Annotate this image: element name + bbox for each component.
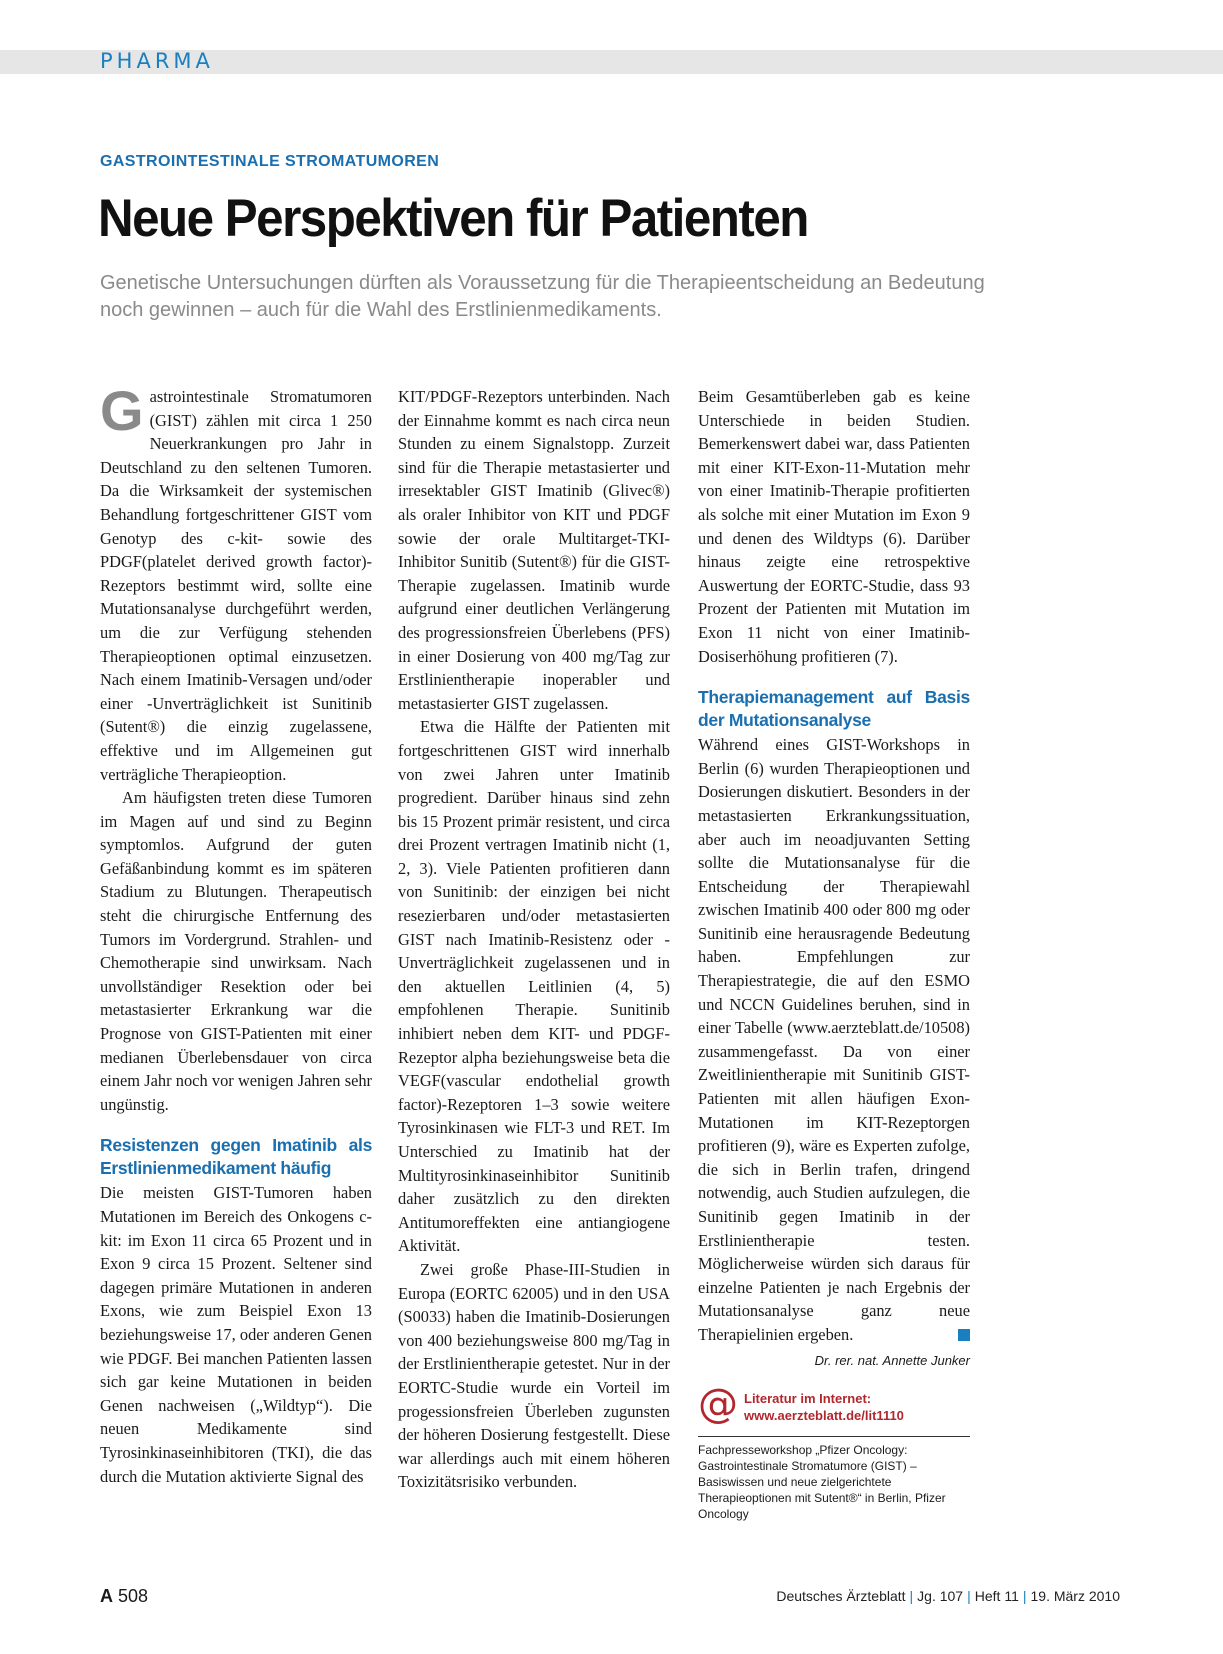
article-kicker: GASTROINTESTINALE STROMATUMOREN xyxy=(100,153,440,170)
column-1 xyxy=(100,379,372,1488)
paragraph xyxy=(698,733,970,1346)
journal-name: Deutsches Ärzteblatt xyxy=(776,1588,906,1604)
column-3 xyxy=(698,385,970,1522)
literature-text xyxy=(744,1390,904,1424)
section-label: PHARMA xyxy=(100,49,214,73)
journal-volume: Jg. 107 xyxy=(917,1588,964,1604)
end-square-icon xyxy=(958,1329,970,1341)
paragraph: Am häufigsten treten diese Tumoren im Magen auf und sind zu Beginn symptomlos. Aufgrund der guten Gefäßanbindung kommt es im späteren Stadium zu Blutungen. Therapeutisch steht die chirurgische Entfernung des Tumors im Vordergrund. Strahlen- und Chemotherapie sind unwirksam. Nach unvollständiger Resektion oder bei metastasierter Erkrankung war die Prognose von GIST-Patienten mit einer medianen Überlebensdauer von circa einem Jahr noch vor wenigen Jahren sehr ungünstig. xyxy=(100,788,372,1114)
at-sign-icon: @ xyxy=(698,1381,738,1428)
paragraph-text: Während eines GIST-Workshops in Berlin (6) wurden Therapieoptionen und Dosierungen diskutiert. Besonders in der metastasierten Erkrankungssituation, aber auch im neoadjuvanten Setting sollte die Mutationsanalyse für die Entscheidung der Therapiewahl zwischen Imatinib 400 oder 800 mg oder Sunitinib eine herausragende Bedeutung haben. Empfehlungen zur Therapiestrategie, die auf den ESMO und NCCN Guidelines beruhen, sind in einer Tabelle (www.aerzteblatt.de/10508) zusammengefasst. Da von einer Zweitlinientherapie mit Sunitinib GIST-Patienten mit allen häufigen Exon-Mutationen im KIT-Rezeptorgen profitieren (9), wäre es Experten zufolge, die sich in Berlin trafen, dringend notwendig, auch Studien aufzulegen, die Sunitinib gegen Imatinib in der Erstlinientherapie testen. Möglicherweise würden sich daraus für einzelne Patienten je nach Ergebnis der Mutationsanalyse ganz neue Therapielinien ergeben. xyxy=(698,735,970,1344)
page-prefix: A xyxy=(100,1586,113,1606)
journal-date: 19. März 2010 xyxy=(1030,1588,1120,1604)
separator: | xyxy=(1022,1588,1027,1604)
subheading: Resistenzen gegen Imatinib als Erstlinienmedikament häufig xyxy=(100,1135,372,1179)
paragraph: Beim Gesamtüberleben gab es keine Unterschiede in beiden Studien. Bemerkenswert dabei war, dass Patienten mit einer KIT-Exon-11-Mutation mehr von einer Imatinib-Therapie profitierten als solche mit einer Mutation im Exon 9 und denen des Wildtyps (6). Darüber hinaus zeigte eine retrospektive Auswertung der EORTC-Studie, dass 93 Prozent der Patienten mit Mutation im Exon 11 nicht von einer Imatinib-Dosiserhöhung profitieren (7). xyxy=(698,387,970,666)
subheading: Therapiemanagement auf Basis der Mutationsanalyse xyxy=(698,687,970,731)
article-subtitle: Genetische Untersuchungen dürften als Voraussetzung für die Therapieentscheidung an Bedeutung noch gewinnen – auch für die Wahl des Erstlinienmedikaments. xyxy=(100,272,985,321)
paragraph: Etwa die Hälfte der Patienten mit fortgeschrittenen GIST wird innerhalb von zwei Jahren unter Imatinib progredient. Darüber hinaus sind zehn bis 15 Prozent primär resistent, und circa drei Prozent vertragen Imatinib nicht (1, 2, 3). Viele Patienten profitieren dann von Sunitinib: der einzigen bei nicht resezierbaren und/oder metastasierten GIST nach Imatinib-Resistenz oder -Unverträglichkeit zugelassenen und in den aktuellen Leitlinien (4, 5) empfohlenen Therapie. Sunitinib inhibiert neben dem KIT- und PDGF-Rezeptor alpha beziehungsweise beta die VEGF(vascular endothelial growth factor)-Rezeptoren 1–3 sowie weitere Tyrosinkinasen wie FLT-3 und RET. Im Unterschied zu Imatinib hat der Multityrosinkinaseinhibitor Sunitinib daher zusätzlich zu den direkten Antitumoreffekten eine antiangiogene Aktivität. xyxy=(398,717,670,1256)
journal-issue: Heft 11 xyxy=(974,1588,1019,1604)
journal-footer xyxy=(776,1588,1120,1604)
literature-link[interactable]: www.aerzteblatt.de/lit1110 xyxy=(744,1408,904,1424)
literature-label: Literatur im Internet: xyxy=(744,1391,872,1407)
paragraph: KIT/PDGF-Rezeptors unterbinden. Nach der Einnahme kommt es nach circa neun Stunden zu einem Signalstopp. Zurzeit sind für die Therapie metastasierter und irresektabler GIST Imatinib (Glivec®) als oraler Inhibitor von KIT und PDGF sowie der orale Multitarget-TKI-Inhibitor Sunitib (Sutent®) für die GIST-Therapie zugelassen. Imatinib wurde aufgrund einer deutlichen Verlängerung des progressionsfreien Überlebens (PFS) in einer Dosierung von 400 mg/Tag zur Erstlinientherapie inoperabler und metastasierter GIST zugelassen. xyxy=(398,387,670,713)
paragraph: Die meisten GIST-Tumoren haben Mutationen im Bereich des Onkogens c-kit: im Exon 11 circa 65 Prozent und in Exon 9 circa 15 Prozent. Seltener sind dagegen primäre Mutationen in anderen Exons, wie zum Beispiel Exon 13 beziehungsweise 17, oder anderen Genen wie PDGF. Bei manchen Patienten lassen sich gar keine Mutationen in beiden Genen nachweisen („Wildtyp“). Die neuen Medikamente sind Tyrosinkinaseinhibitoren (TKI), die das durch die Mutation aktivierte Signal des xyxy=(100,1183,372,1486)
paragraph xyxy=(100,379,372,786)
page-number xyxy=(100,1586,148,1607)
source-note: Fachpresseworkshop „Pfizer Oncology: Gastrointestinale Stromatumore (GIST) – Basiswissen und neue zielgerichtete Therapieoptionen mit Sutent®“ in Berlin, Pfizer Oncology xyxy=(698,1436,970,1522)
page-number-value: 508 xyxy=(118,1586,149,1606)
paragraph-text: astrointestinale Stromatumoren (GIST) zählen mit circa 1 250 Neuerkrankungen pro Jahr in Deutschland zu den seltenen Tumoren. Da die Wirksamkeit der systemischen Behandlung fortgeschrittener GIST vom Genotyp des c-kit- sowie des PDGF(platelet derived growth factor)-Rezeptors bestimmt wird, sollte eine Mutationsanalyse durchgeführt werden, um die zur Verfügung stehenden Therapieoptionen optimal einzusetzen. Nach einem Imatinib-Versagen und/oder einer -Unverträglichkeit ist Sunitinib (Sutent®) die einzig zugelassene, effektive und im Allgemeinen gut verträgliche Therapieoption. xyxy=(100,387,372,784)
separator: | xyxy=(967,1588,971,1604)
article-title: Neue Perspektiven für Patienten xyxy=(98,189,808,248)
literature-box xyxy=(698,1382,970,1428)
author-byline: Dr. rer. nat. Annette Junker xyxy=(814,1352,970,1368)
paragraph: Zwei große Phase-III-Studien in Europa (EORTC 62005) und in den USA (S0033) haben die Imatinib-Dosierungen von 400 beziehungsweise 800 mg/Tag in der Erstlinientherapie getestet. Nur in der EORTC-Studie wurde ein Vorteil im progessionsfreien Überleben zugunsten der höheren Dosierung festgestellt. Diese war allerdings auch mit einem höheren Toxizitätsrisiko verbunden. xyxy=(398,1259,670,1492)
section-bar xyxy=(0,50,1223,74)
column-2 xyxy=(398,385,670,1494)
drop-cap: G xyxy=(100,379,144,442)
separator: | xyxy=(909,1588,914,1604)
